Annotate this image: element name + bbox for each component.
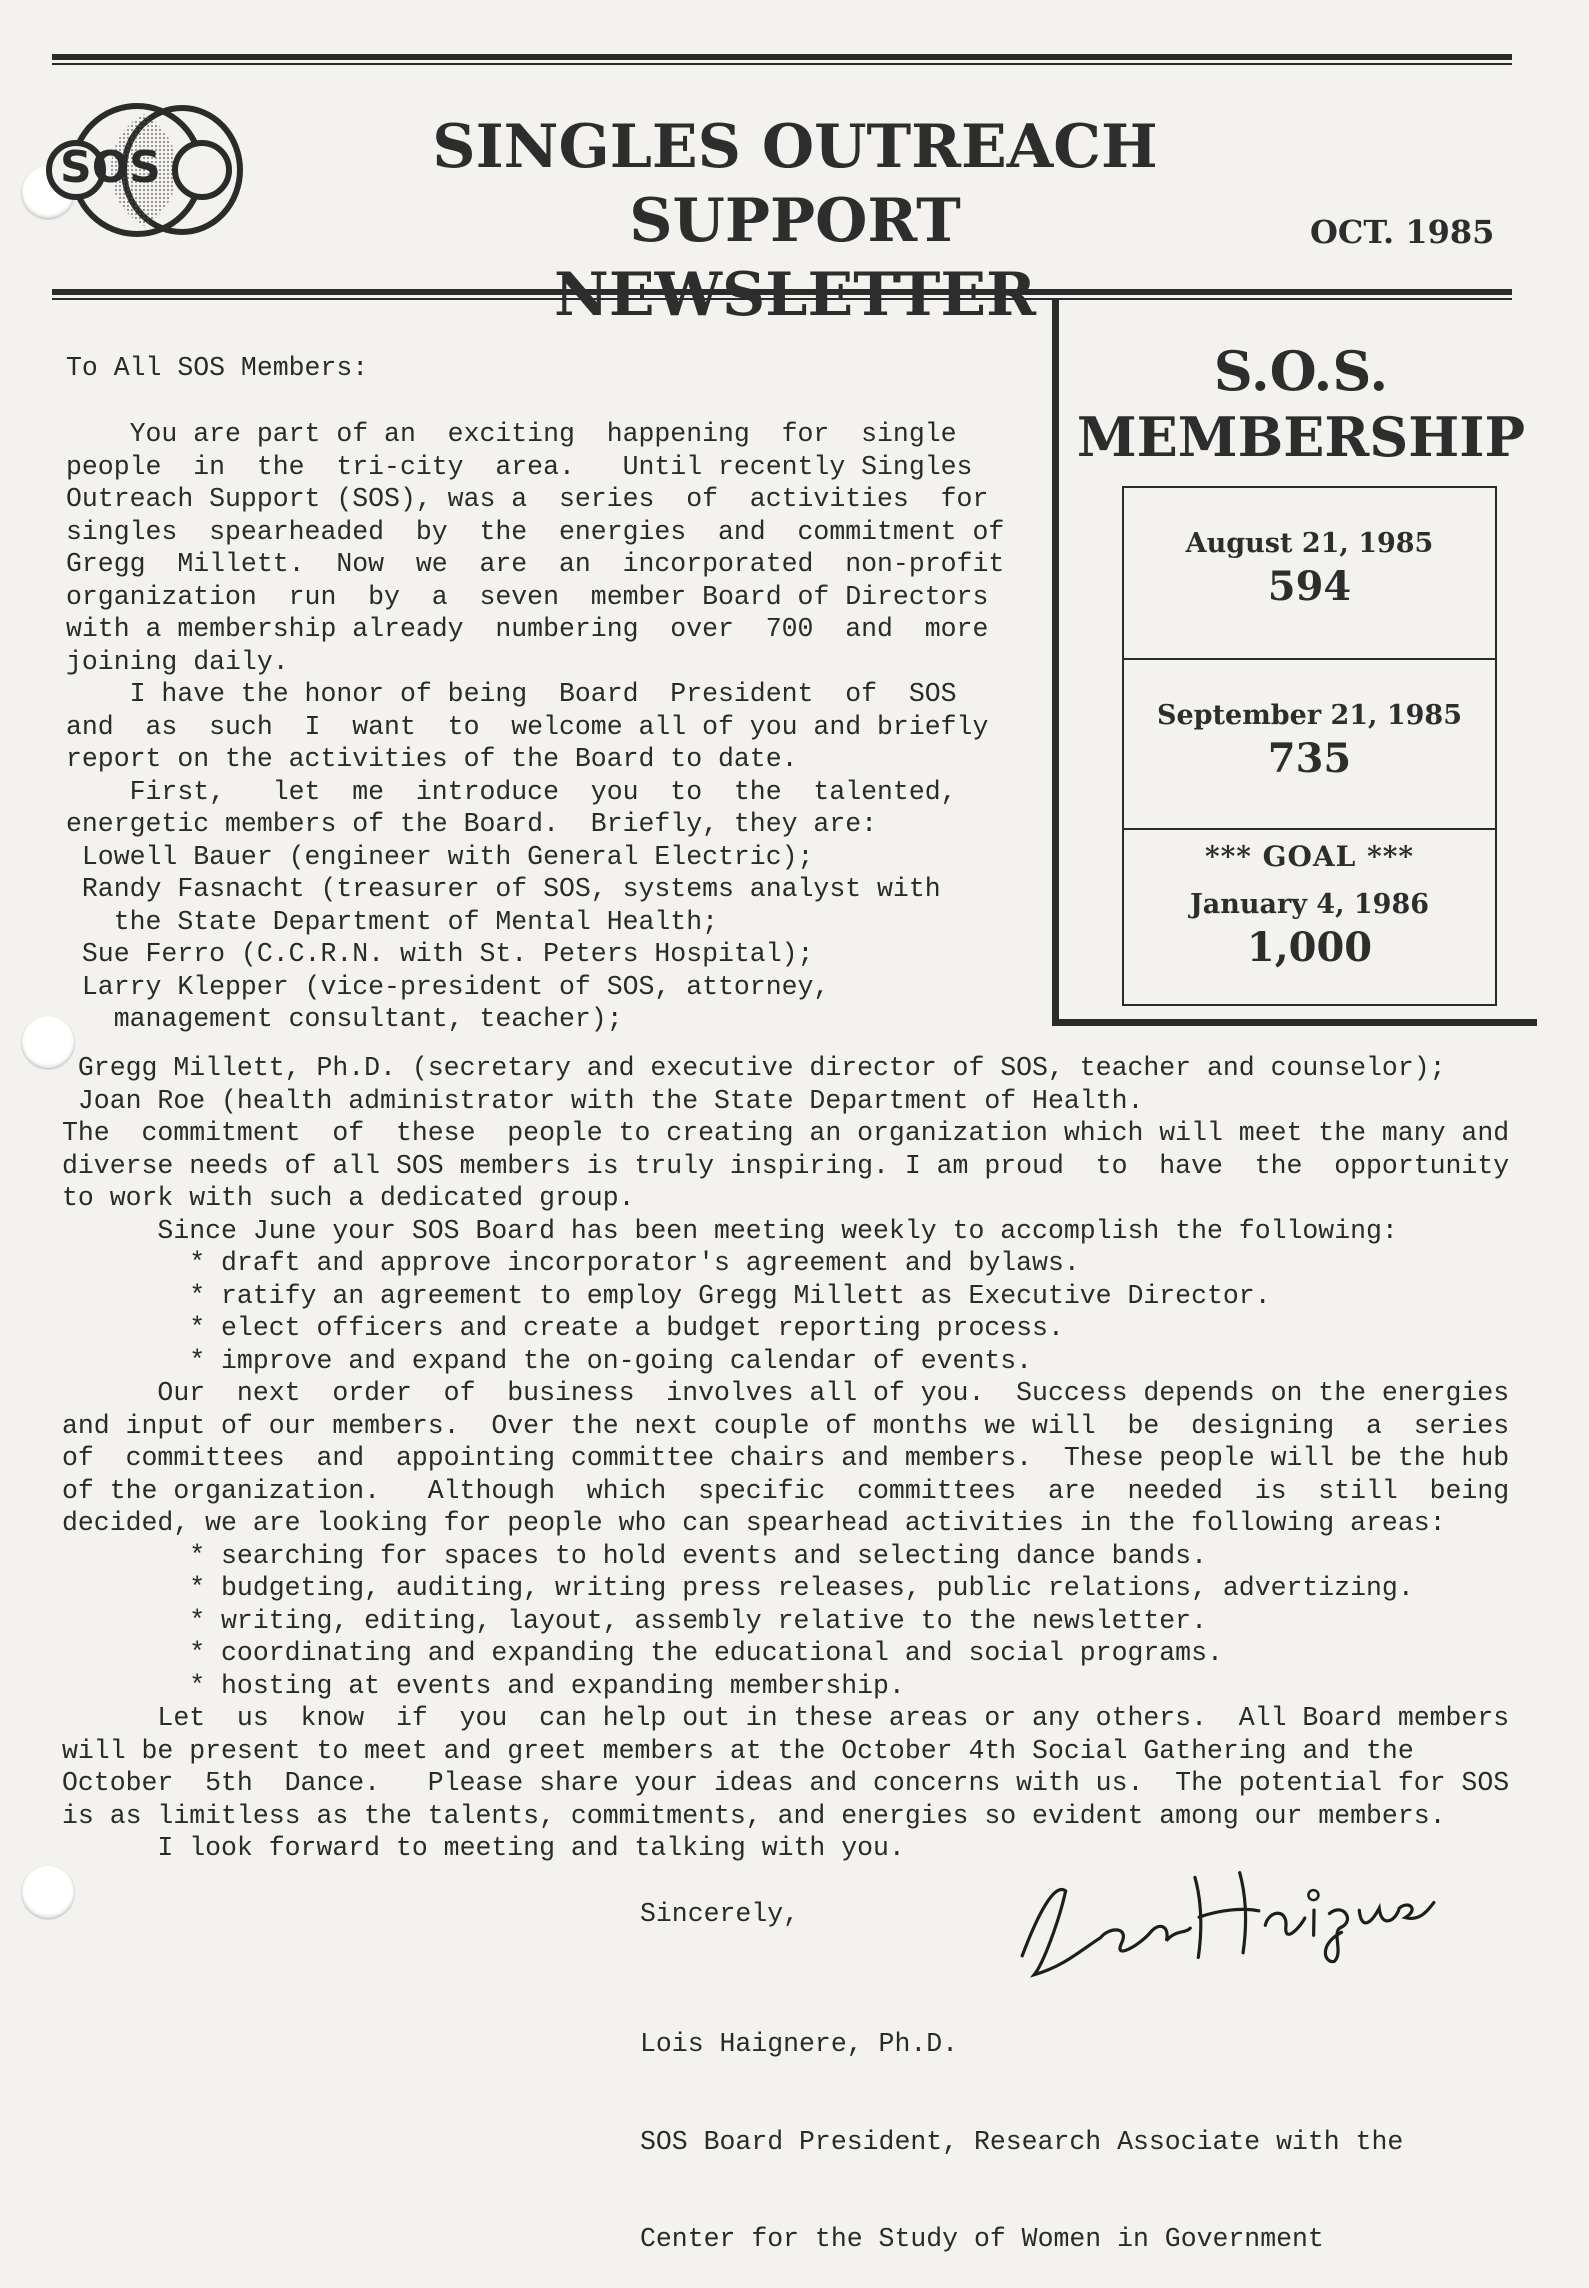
letter-line: with a membership already numbering over 700 and more (66, 614, 989, 644)
entry-count: 735 (1267, 735, 1352, 782)
letter-line: * coordinating and expanding the educational and social programs. (62, 1638, 1223, 1668)
letter-line: Outreach Support (SOS), was a series of activities for (66, 484, 989, 514)
letter-line: * improve and expand the on-going calendar of events. (62, 1345, 1033, 1376)
letter-line: First, let me introduce you to the talented, (66, 776, 957, 807)
letter-line: I look forward to meeting and talking with you. (62, 1833, 905, 1863)
top-rule (52, 54, 1512, 60)
letter-line: of committees and appointing committee chairs and members. These people will be the hub (62, 1443, 1510, 1473)
goal-count: 1,000 (1246, 924, 1373, 971)
signer-title-line-2: Center for the Study of Women in Government (640, 2224, 1324, 2254)
letter-line: Larry Klepper (vice-president of SOS, attorney, (66, 971, 830, 1002)
table-divider (1124, 828, 1495, 830)
letter-line: is as limitless as the talents, commitments, and energies so evident among our members. (62, 1800, 1446, 1831)
letter-line: to work with such a dedicated group. (62, 1183, 635, 1213)
letter-line: Gregg Millett. Now we are an incorporated non-profit (66, 549, 1005, 579)
goal-date: January 4, 1986 (1189, 889, 1430, 920)
letter-line: * draft and approve incorporator's agreement and bylaws. (62, 1248, 1080, 1278)
letter-line: * budgeting, auditing, writing press releases, public relations, advertizing. (62, 1573, 1414, 1603)
table-divider (1124, 658, 1495, 660)
logo-letters: SOS (60, 142, 161, 193)
signer-block (640, 1963, 1403, 2288)
letter-line: report on the activities of the Board to date. (66, 744, 798, 774)
closing: Sincerely, (640, 1899, 800, 1929)
letter-line: will be present to meet and greet members at the October 4th Social Gathering and the (62, 1735, 1414, 1766)
letter-column-text (66, 418, 1006, 1036)
goal-label: *** GOAL *** (1204, 840, 1415, 873)
letter-line: Since June your SOS Board has been meeting weekly to accomplish the following: (62, 1215, 1398, 1246)
letter-line: * elect officers and create a budget reporting process. (62, 1313, 1064, 1343)
letter-line: Lowell Bauer (engineer with General Electric); (66, 841, 814, 872)
signer-title-line-1: SOS Board President, Research Associate with the (640, 2126, 1404, 2157)
membership-goal (1124, 840, 1495, 971)
letter-line: singles spearheaded by the energies and commitment of (66, 516, 1005, 547)
letter-line: diverse needs of all SOS members is truly inspiring. I am proud to have the opportunity (62, 1150, 1510, 1181)
letter-line: Randy Fasnacht (treasurer of SOS, systems analyst with (66, 874, 941, 904)
membership-heading-line-2: MEMBERSHIP (1076, 405, 1526, 469)
letter-line: * hosting at events and expanding membership. (62, 1670, 905, 1701)
letter-line: * searching for spaces to hold events and selecting dance bands. (62, 1540, 1207, 1571)
membership-heading (1066, 338, 1536, 470)
letter-line: Let us know if you can help out in these areas or any others. All Board members (62, 1703, 1510, 1733)
binder-hole-bottom (22, 1866, 74, 1918)
entry-count: 594 (1267, 563, 1352, 610)
letter-line: I have the honor of being Board President of SOS (66, 679, 957, 709)
membership-table (1122, 486, 1497, 1006)
salutation: To All SOS Members: (66, 353, 369, 383)
signer-name: Lois Haignere, Ph.D. (640, 2029, 959, 2059)
letter-line: the State Department of Mental Health; (66, 906, 719, 937)
letter-line: and as such I want to welcome all of you and briefly (66, 711, 989, 742)
letter-line: organization run by a seven member Board of Directors (66, 581, 989, 612)
entry-date: September 21, 1985 (1157, 700, 1462, 731)
letter-line: You are part of an exciting happening for single (66, 419, 957, 449)
letter-line: October 5th Dance. Please share your ideas and concerns with us. The potential for SOS (62, 1768, 1510, 1798)
membership-entry-2 (1124, 700, 1495, 782)
letter-line: joining daily. (66, 646, 289, 677)
letter-line: Sue Ferro (C.C.R.N. with St. Peters Hospital); (66, 939, 814, 969)
title-line-1: SINGLES OUTREACH SUPPORT (432, 112, 1158, 256)
membership-box-left-border (1052, 300, 1059, 1026)
membership-box-bottom-border (1052, 1019, 1537, 1026)
letter-line: The commitment of these people to creating an organization which will meet the many and (62, 1118, 1510, 1148)
issue-date: OCT. 1985 (1310, 213, 1495, 251)
title-line-2: NEWSLETTER (554, 260, 1036, 330)
letter-line: Joan Roe (health administrator with the State Department of Health. (62, 1085, 1144, 1116)
letter-line: * writing, editing, layout, assembly relative to the newsletter. (62, 1605, 1207, 1636)
letter-line: people in the tri-city area. Until recently Singles (66, 451, 973, 482)
letter-line: * ratify an agreement to employ Gregg Millett as Executive Director. (62, 1280, 1271, 1311)
newsletter-title (270, 110, 1320, 332)
letter-line: of the organization. Although which specific committees are needed is still being (62, 1475, 1510, 1506)
letter-line: decided, we are looking for people who can spearhead activities in the following areas: (62, 1508, 1446, 1538)
sos-logo (42, 100, 248, 240)
letter-full-text (62, 1052, 1542, 1865)
letter-line: and input of our members. Over the next couple of months we will be designing a series (62, 1410, 1510, 1441)
top-rule-thin (52, 63, 1512, 65)
letter-line: energetic members of the Board. Briefly, they are: (66, 809, 878, 839)
letter-line: Our next order of business involves all of you. Success depends on the energies (62, 1378, 1510, 1408)
membership-heading-line-1: S.O.S. (1213, 339, 1389, 403)
entry-date: August 21, 1985 (1185, 528, 1434, 559)
membership-entry-1 (1124, 528, 1495, 610)
letter-line: Gregg Millett, Ph.D. (secretary and executive director of SOS, teacher and counselor); (62, 1053, 1446, 1083)
letter-line: management consultant, teacher); (66, 1004, 623, 1034)
